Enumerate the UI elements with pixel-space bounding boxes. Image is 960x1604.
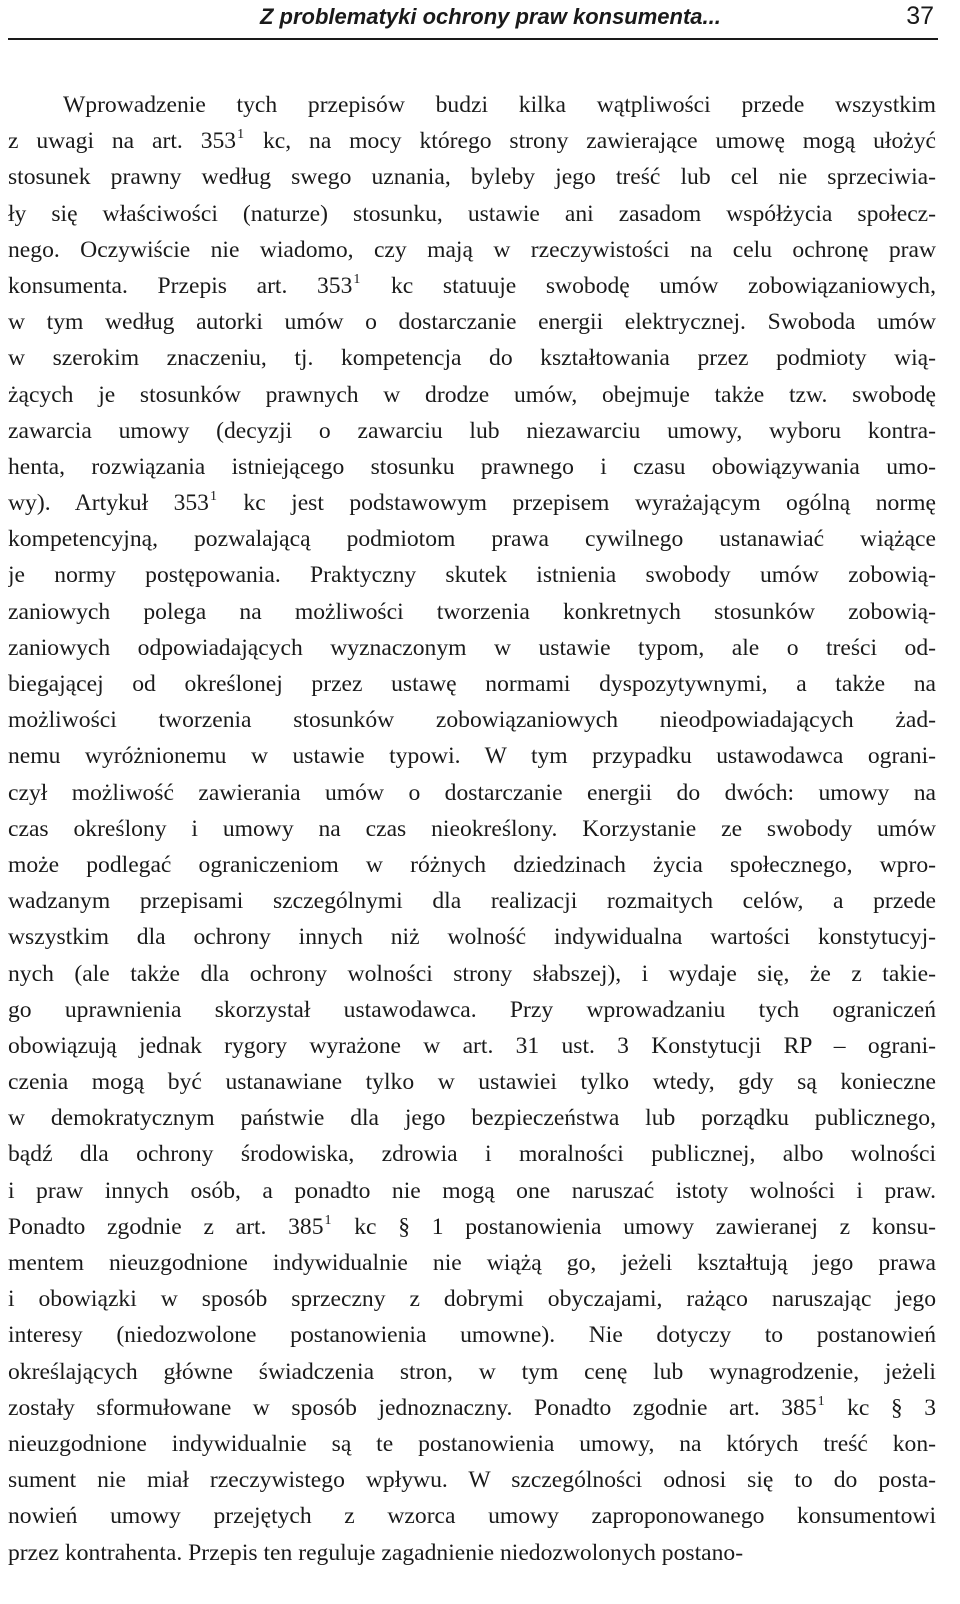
text-line	[8, 557, 936, 593]
text-run: żących je stosunków prawnych w drodze umów, obejmuje także tzw. swobodę	[8, 381, 936, 408]
text-run: i praw innych osób, a ponadto nie mogą one naruszać istoty wolności i praw.	[8, 1177, 936, 1204]
text-run: wadzanym przepisami szczególnymi dla realizacji rozmaitych celów, a przede	[8, 888, 936, 915]
text-run: interesy (niedozwolone postanowienia umowne). Nie dotyczy to postanowień	[8, 1322, 936, 1349]
text-line	[8, 521, 936, 557]
superscript: 1	[817, 1393, 825, 1409]
text-run: zaniowych polega na możliwości tworzenia konkretnych stosunków zobowią-	[8, 598, 936, 625]
text-run: z uwagi na art. 353	[8, 128, 237, 155]
text-line	[8, 1136, 936, 1172]
text-line	[8, 1028, 936, 1064]
text-run: kc § 1 postanowienia umowy zawieranej z konsu-	[332, 1213, 936, 1240]
text-run: kc jest podstawowym przepisem wyrażającym ogólną normę	[217, 490, 936, 517]
text-line	[8, 159, 936, 195]
text-run: bądź dla ochrony środowiska, zdrowia i moralności publicznej, albo wolności	[8, 1141, 936, 1168]
text-run: je normy postępowania. Praktyczny skutek istnienia swobody umów zobowią-	[8, 562, 936, 589]
text-line	[8, 847, 936, 883]
text-line	[8, 1535, 936, 1571]
text-run: zaniowych odpowiadających wyznaczonym w ustawie typom, ale o treści od-	[8, 634, 936, 661]
text-line	[8, 1173, 936, 1209]
text-run: nowień umowy przejętych z wzorca umowy zaproponowanego konsumentowi	[8, 1503, 936, 1530]
text-line	[8, 919, 936, 955]
running-header	[8, 0, 938, 40]
text-line	[8, 883, 936, 919]
superscript: 1	[353, 271, 361, 287]
text-line	[8, 775, 936, 811]
text-run: możliwości tworzenia stosunków zobowiązaniowych nieodpowiadających żad-	[8, 707, 936, 734]
text-line	[8, 413, 936, 449]
text-run: obowiązują jednak rygory wyrażone w art. 31 ust. 3 Konstytucji RP – ograni-	[8, 1032, 936, 1059]
text-run: zawarcia umowy (decyzji o zawarciu lub niezawarciu umowy, wyboru kontra-	[8, 417, 936, 444]
text-line	[8, 702, 936, 738]
text-line	[8, 1498, 936, 1534]
text-line	[8, 1390, 936, 1426]
text-line	[8, 268, 936, 304]
text-run: nieuzgodnione indywidualnie są te postanowienia umowy, na których treść kon-	[8, 1430, 936, 1457]
text-line	[8, 123, 936, 159]
text-line	[8, 992, 936, 1028]
text-run: w demokratycznym państwie dla jego bezpieczeństwa lub porządku publicznego,	[8, 1105, 936, 1132]
text-run: ły się właściwości (naturze) stosunku, ustawie ani zasadom współżycia społecz-	[8, 200, 936, 227]
text-line	[8, 485, 936, 521]
text-run: może podlegać ograniczeniom w różnych dziedzinach życia społecznego, wpro-	[8, 851, 936, 878]
text-run: zostały sformułowane w sposób jednoznaczny. Ponadto zgodnie art. 385	[8, 1394, 817, 1421]
text-run: Wprowadzenie tych przepisów budzi kilka wątpliwości przede wszystkim	[63, 92, 936, 118]
text-line	[8, 1354, 936, 1390]
text-run: czenia mogą być ustanawiane tylko w ustawiei tylko wtedy, gdy są konieczne	[8, 1069, 936, 1096]
text-run: sument nie miał rzeczywistego wpływu. W szczególności odnosi się to do posta-	[8, 1467, 936, 1494]
text-line	[8, 738, 936, 774]
text-run: stosunek prawny według swego uznania, byleby jego treść lub cel nie sprzeciwia-	[8, 164, 936, 191]
text-line	[8, 811, 936, 847]
text-line	[8, 956, 936, 992]
text-line	[8, 196, 936, 232]
superscript: 1	[209, 489, 217, 505]
text-line	[8, 340, 936, 376]
text-line	[8, 449, 936, 485]
body-paragraph	[8, 87, 936, 1571]
text-run: wszystkim dla ochrony innych niż wolność indywidualna wartości konstytucyj-	[8, 924, 936, 951]
text-run: przez kontrahenta. Przepis ten reguluje zagadnienie niedozwolonych postano-	[8, 1539, 744, 1566]
text-run: czył możliwość zawierania umów o dostarczanie energii do dwóch: umowy na	[8, 779, 936, 806]
text-line	[8, 1281, 936, 1317]
text-line	[8, 594, 936, 630]
text-line	[8, 232, 936, 268]
text-run: w szerokim znaczeniu, tj. kompetencja do kształtowania przez podmioty wią-	[8, 345, 936, 372]
text-line	[8, 1209, 936, 1245]
text-run: biegającej od określonej przez ustawę normami dyspozytywnymi, a także na	[8, 671, 936, 697]
text-line	[8, 666, 936, 702]
text-line	[8, 1317, 936, 1353]
text-run: go uprawnienia skorzystał ustawodawca. Przy wprowadzaniu tych ograniczeń	[8, 996, 936, 1023]
text-run: określających główne świadczenia stron, w tym cenę lub wynagrodzenie, jeżeli	[8, 1358, 936, 1385]
text-run: kc § 3	[825, 1394, 936, 1421]
text-run: wy). Artykuł 353	[8, 490, 209, 517]
text-run: czas określony i umowy na czas nieokreślony. Korzystanie ze swobody umów	[8, 815, 936, 842]
text-run: konsumenta. Przepis art. 353	[8, 272, 353, 299]
text-line	[8, 87, 936, 123]
text-run: kc, na mocy którego strony zawierające umowę mogą ułożyć	[245, 128, 936, 155]
text-run: mentem nieuzgodnione indywidualnie nie wiążą go, jeżeli kształtują jego prawa	[8, 1250, 936, 1276]
text-run: i obowiązki w sposób sprzeczny z dobrymi obyczajami, rażąco naruszając jego	[8, 1286, 936, 1313]
text-line	[8, 1462, 936, 1498]
superscript: 1	[324, 1212, 332, 1228]
running-title: Z problematyki ochrony praw konsumenta...	[260, 4, 721, 29]
text-run: nemu wyróżnionemu w ustawie typowi. W tym przypadku ustawodawca ograni-	[8, 743, 936, 770]
text-line	[8, 1426, 936, 1462]
text-run: nego. Oczywiście nie wiadomo, czy mają w rzeczywistości na celu ochronę praw	[8, 236, 936, 263]
text-line	[8, 304, 936, 340]
text-run: w tym według autorki umów o dostarczanie energii elektrycznej. Swoboda umów	[8, 309, 936, 336]
text-line	[8, 1245, 936, 1281]
text-run: kompetencyjną, pozwalającą podmiotom prawa cywilnego ustanawiać wiążące	[8, 526, 936, 553]
text-run: Ponadto zgodnie z art. 385	[8, 1213, 324, 1240]
text-line	[8, 1100, 936, 1136]
text-run: henta, rozwiązania istniejącego stosunku prawnego i czasu obowiązywania umo-	[8, 453, 936, 480]
text-line	[8, 377, 936, 413]
text-line	[8, 630, 936, 666]
text-run: nych (ale także dla ochrony wolności strony słabszej), i wydaje się, że z takie-	[8, 960, 936, 987]
superscript: 1	[237, 127, 245, 143]
page-number: 37	[906, 2, 934, 30]
text-line	[8, 1064, 936, 1100]
text-run: kc statuuje swobodę umów zobowiązaniowych,	[361, 272, 936, 299]
